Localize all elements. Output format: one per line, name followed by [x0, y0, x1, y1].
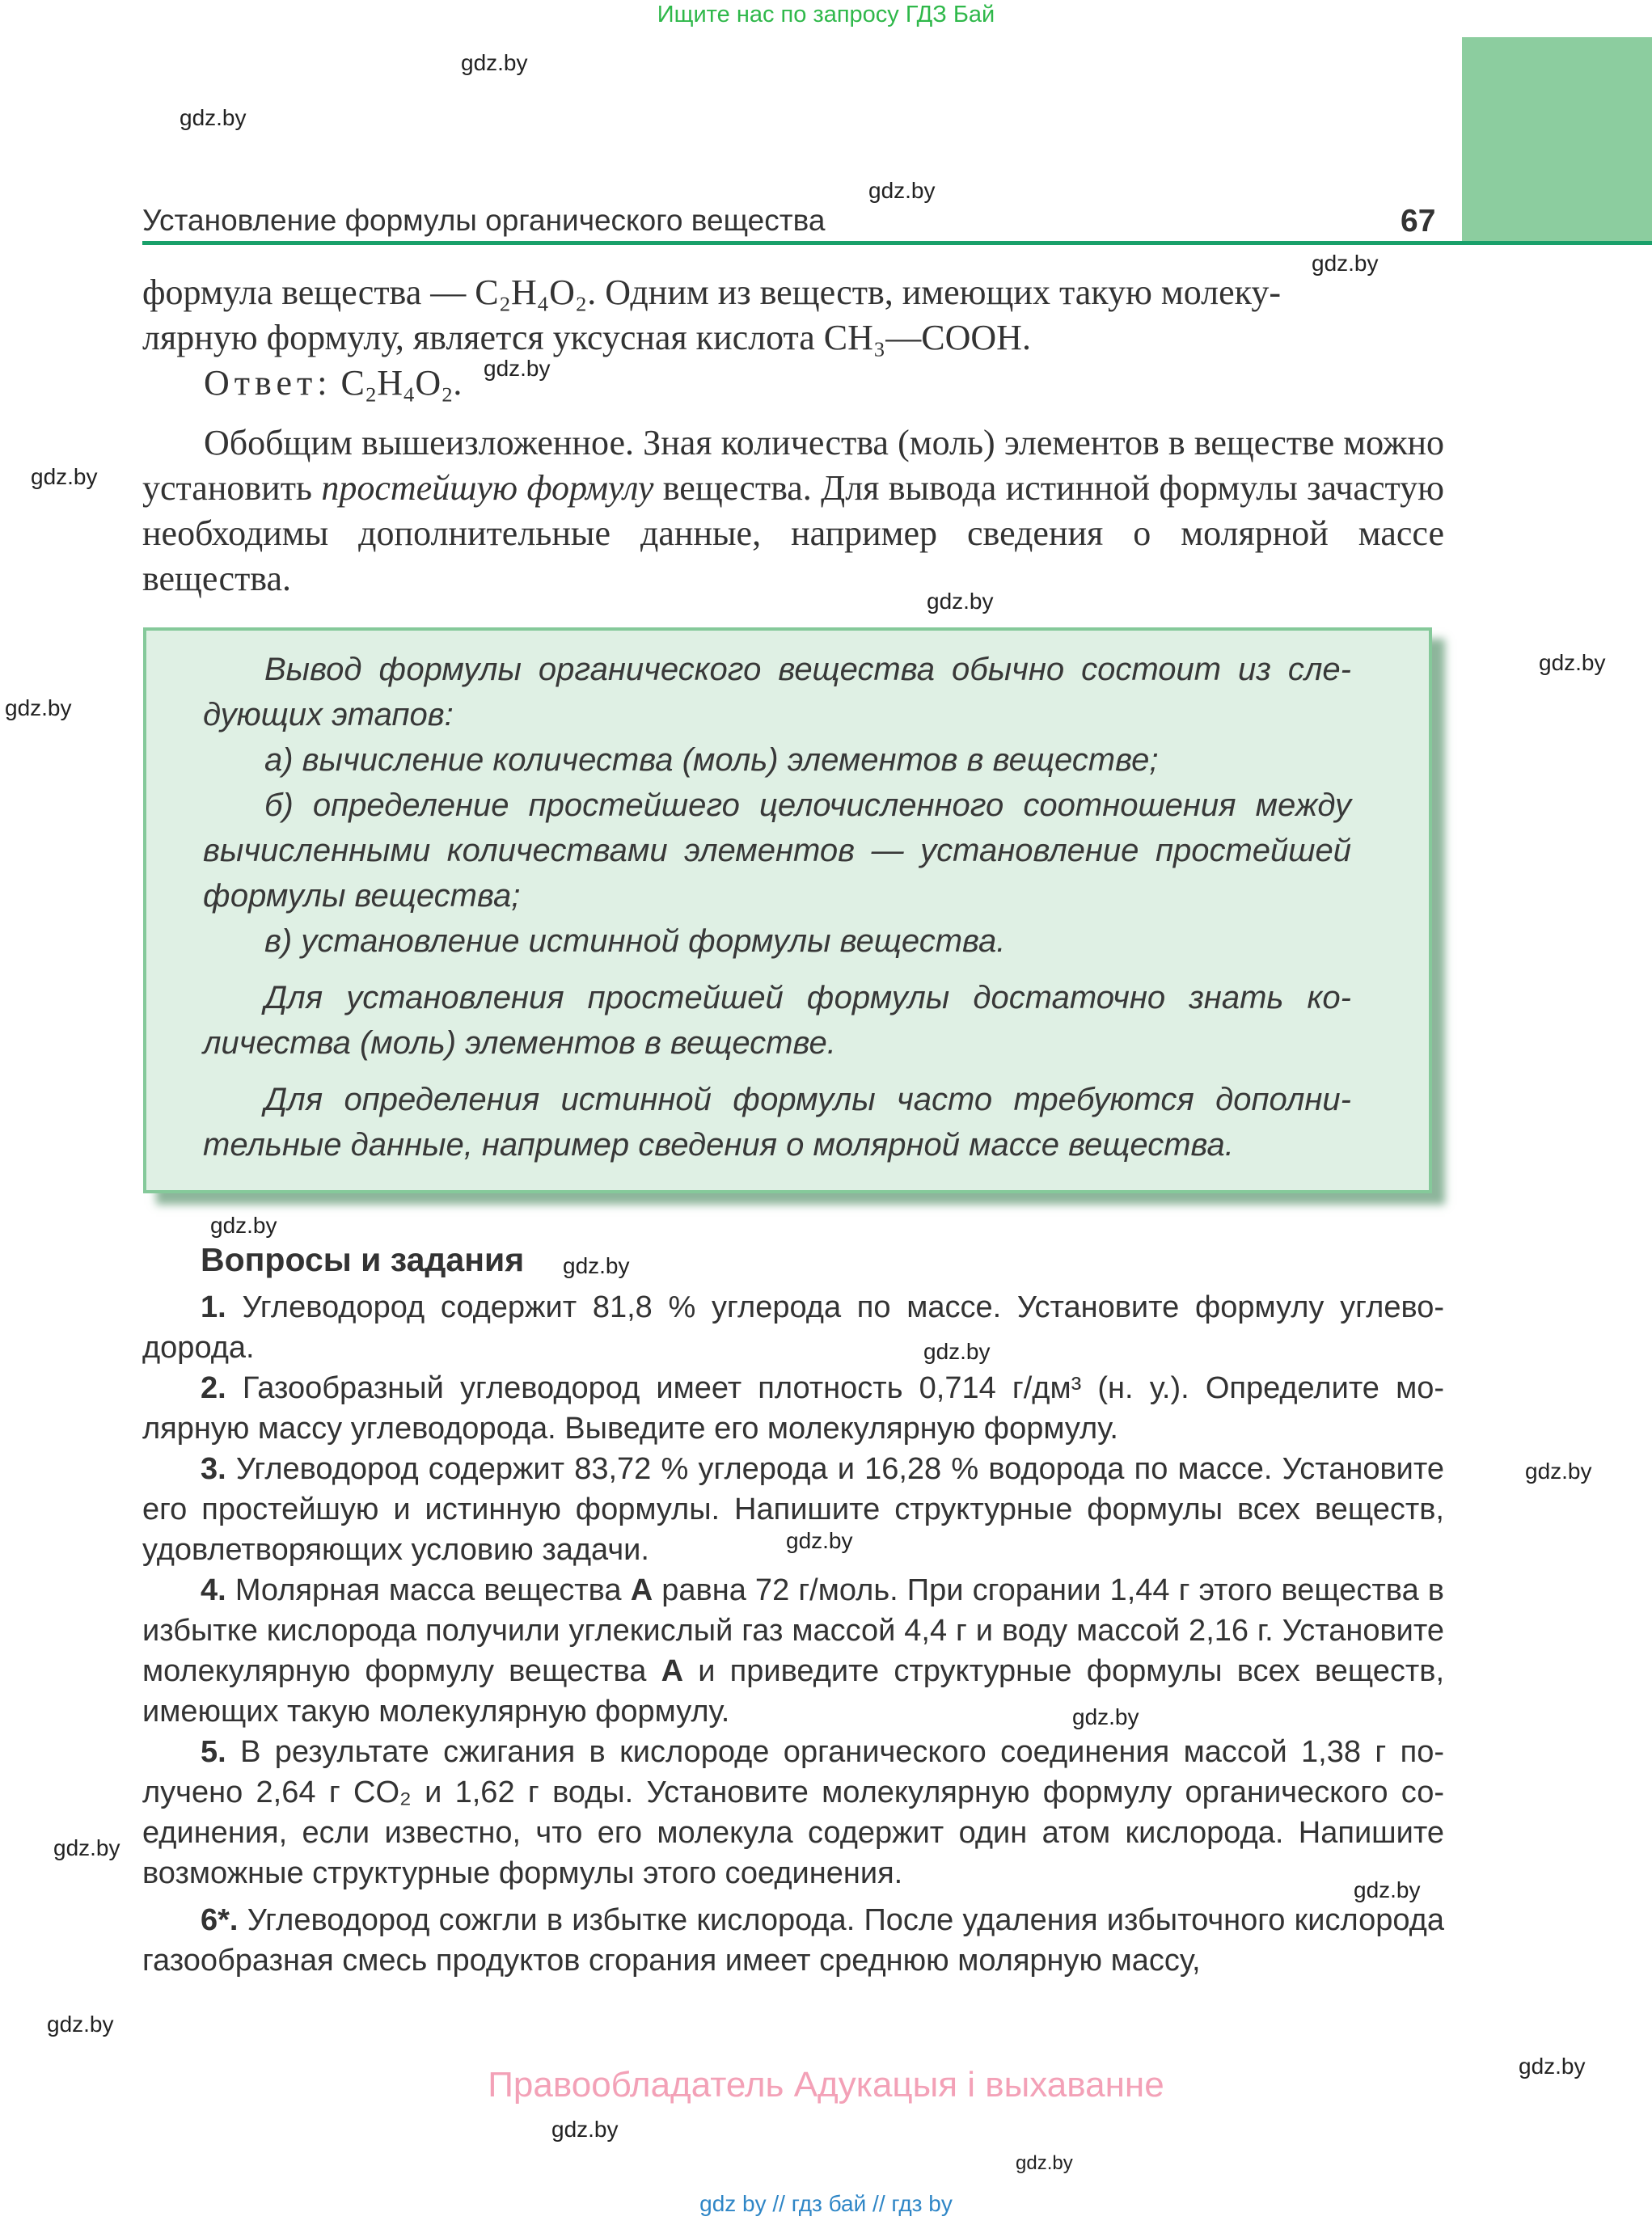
watermark: gdz.by	[786, 1528, 853, 1553]
question-item: 3. Углеводород содержит 83,72 % углерода и 16,28 % водорода по массе. Установите его простейшую и истинную формулы. Напишите структурные формулы всех веществ, удовлетворяющих условию задачи.	[142, 1452, 1444, 1567]
footer-links[interactable]: gdz by // гдз бай // гдз by	[699, 2191, 953, 2216]
watermark: gdz.by	[1539, 650, 1606, 675]
watermark: gdz.by	[551, 2117, 619, 2142]
watermark: gdz.by	[484, 356, 551, 381]
text-line: формула вещества — C₂H₄O₂. Одним из веществ, имеющих такую молеку-	[142, 272, 1282, 312]
box-step-a: а) вычисление количества (моль) элементов в веществе;	[264, 742, 1159, 778]
watermark: gdz.by	[927, 589, 994, 614]
copyright-notice: Правообладатель Адукацыя і выхаванне	[488, 2065, 1164, 2105]
watermark: gdz.by	[868, 178, 936, 203]
questions-title: Вопросы и задания	[201, 1241, 525, 1278]
question-item: 5. В результате сжигания в кислороде органического соединения массой 1,38 г получено 2,64 г CO₂ и 1,62 г воды. Установите молекулярную формулу органического соединения, если известно, что его молекула содержит один атом кислорода. Напишите возможные структурные формулы этого соединения.	[142, 1735, 1444, 1890]
answer-label: Ответ:	[204, 363, 332, 403]
watermark: gdz.by	[563, 1253, 630, 1278]
watermark: gdz.by	[1072, 1704, 1139, 1729]
watermark: gdz.by	[923, 1339, 991, 1364]
running-header-title: Установление формулы органического вещества	[142, 204, 826, 237]
box-step-b: б) определение простейшего целочисленного соотношения между вычисленными количествами элементов — установление простейшей формулы вещества;	[203, 787, 1351, 914]
question-item: 2. Газообразный углеводород имеет плотность 0,714 г/дм³ (н. у.). Определите молярную массу углеводорода. Выведите его молекулярную формулу.	[142, 1371, 1444, 1446]
watermark: gdz.by	[53, 1835, 120, 1860]
box-note-true: Для определения истинной формулы часто требуются дополнительные данные, например сведения о молярной массе вещества.	[203, 1082, 1351, 1163]
watermark: gdz.by	[1312, 251, 1379, 276]
page-color-tab	[1462, 37, 1652, 243]
watermark: gdz.by	[180, 105, 247, 130]
rule-box	[143, 627, 1432, 1193]
question-item: 6*. Углеводород сожгли в избытке кислорода. После удаления избыточного кислорода газообразная смесь продуктов сгорания имеет среднюю молярную массу,	[142, 1903, 1444, 1978]
watermark: gdz.by	[5, 695, 72, 720]
watermark: gdz.by	[31, 464, 98, 489]
watermark: gdz.by	[47, 2012, 114, 2037]
watermark: gdz.by	[1525, 1459, 1592, 1484]
answer-formula: C₂H₄O₂.	[340, 363, 463, 403]
watermark: gdz.by	[210, 1213, 277, 1238]
text-line: лярную формулу, является уксусная кислота CH₃—COOH.	[142, 318, 1031, 357]
header-rule	[142, 241, 1652, 245]
watermark: gdz.by	[1519, 2054, 1586, 2079]
question-item: 1. Углеводород содержит 81,8 % углерода по массе. Установите формулу углеводорода.	[142, 1290, 1445, 1365]
question-item: 4. Молярная масса вещества А равна 72 г/моль. При сгорании 1,44 г этого вещества в избытке кислорода получили углекислый газ массой 4,4 г и воду массой 2,16 г. Установите молекулярную формулу вещества А и приведите структурные формулы всех веществ, имеющих такую молекулярную формулу.	[142, 1573, 1444, 1729]
emphasis-term: простейшую формулу	[321, 468, 654, 508]
box-note-simplest: Для установления простейшей формулы достаточно знать количества (моль) элементов в веществе.	[203, 980, 1351, 1061]
box-intro: Вывод формулы органического вещества обычно состоит из следующих этапов:	[203, 652, 1351, 733]
answer-line	[204, 362, 462, 403]
watermark: gdz.by	[1016, 2152, 1073, 2174]
page-number: 67	[1401, 204, 1436, 239]
box-step-c: в) установление истинной формулы вещества.	[264, 923, 1006, 959]
watermark: gdz.by	[1354, 1877, 1421, 1902]
top-banner: Ищите нас по запросу ГДЗ Бай	[657, 2, 995, 27]
summary-paragraph: Обобщим вышеизложенное. Зная количества (моль) элементов в веществе можно установить простейшую формулу вещества. Для вывода истинной формулы зачастую необходимы дополнительные данные, например сведения о молярной массе вещества.	[142, 423, 1444, 598]
watermark: gdz.by	[461, 50, 528, 75]
